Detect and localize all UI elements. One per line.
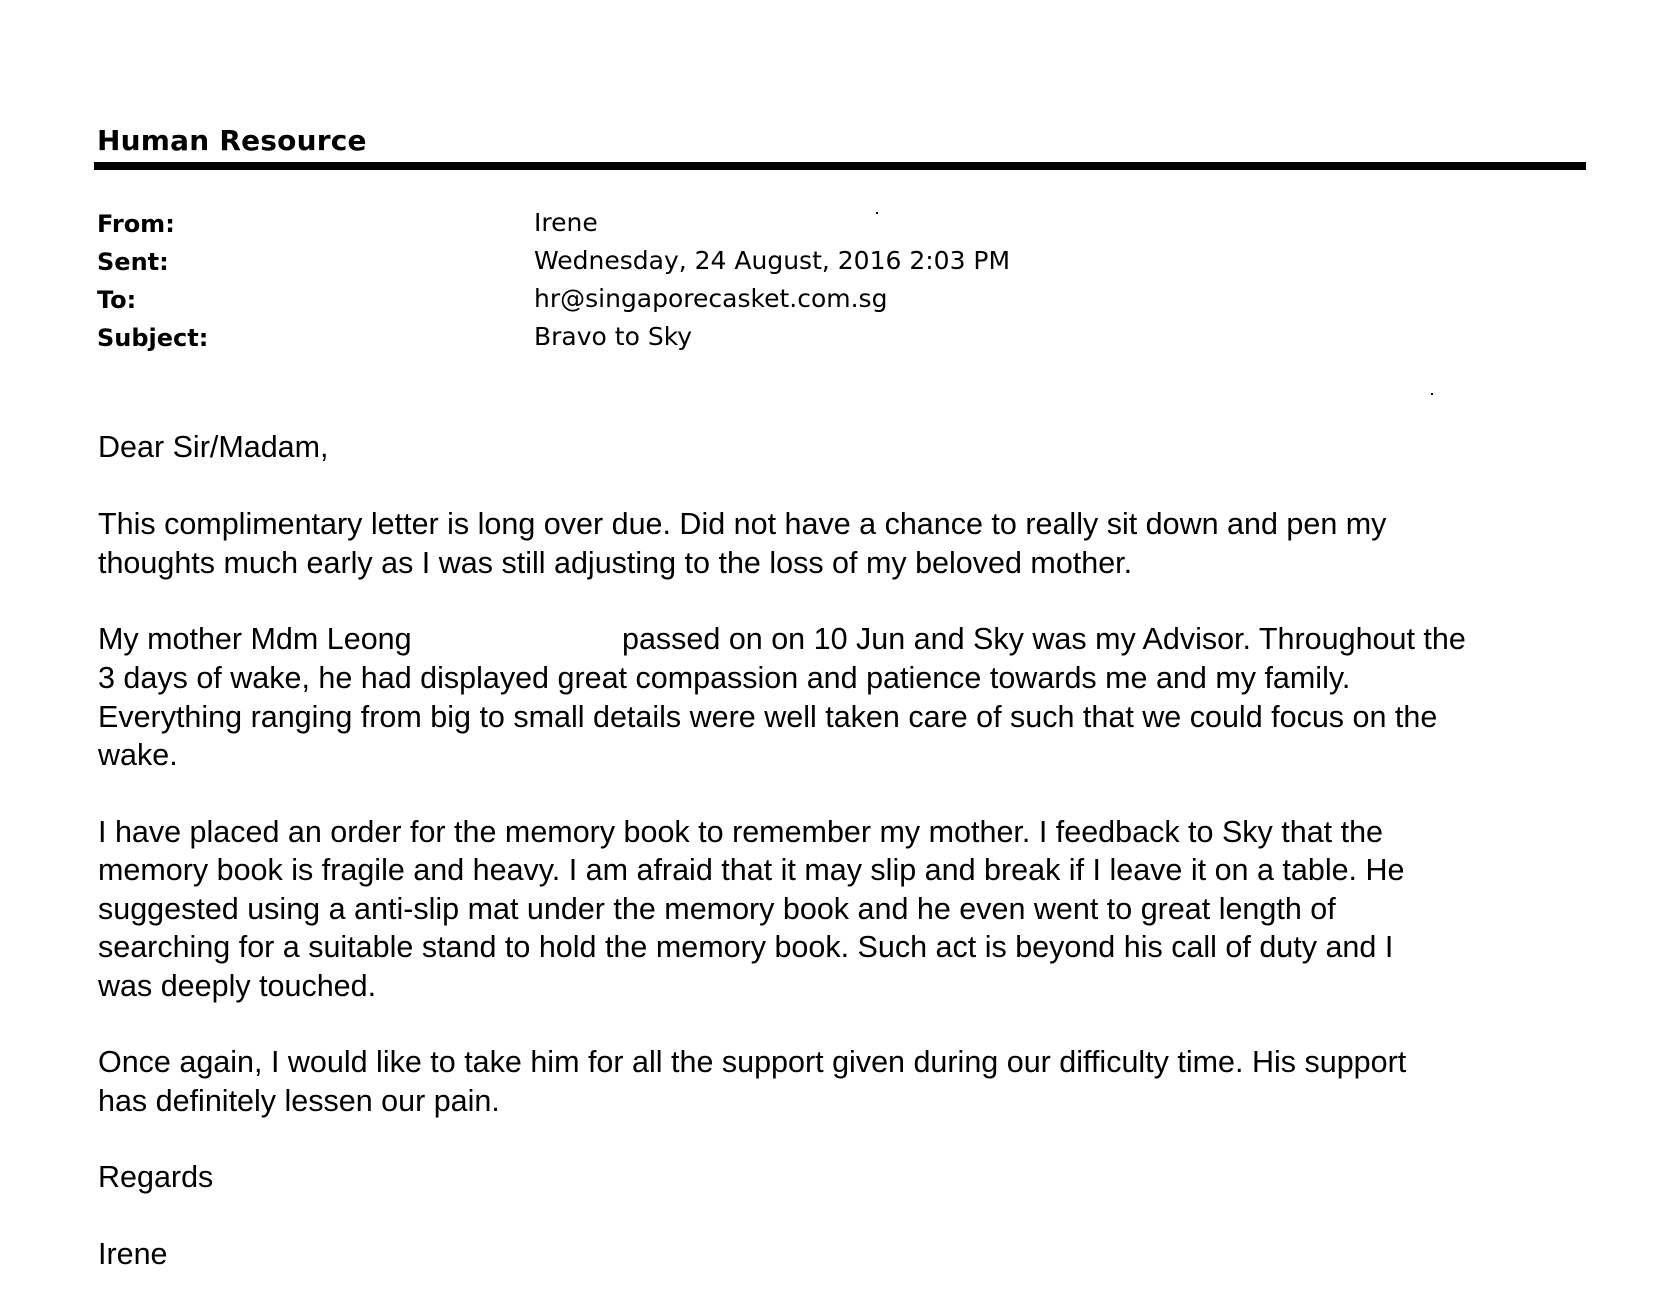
- paragraph-2-line: Everything ranging from big to small details were well taken care of such that we could focus on the: [98, 700, 1438, 734]
- paragraph-2-line: 3 days of wake, he had displayed great compassion and patience towards me and my family.: [98, 661, 1351, 695]
- scan-speck: [876, 212, 878, 214]
- paragraph-3-line: I have placed an order for the memory book to remember my mother. I feedback to Sky that the: [98, 815, 1384, 849]
- from-value: Irene: [534, 208, 598, 237]
- paragraph-3-line: memory book is fragile and heavy. I am afraid that it may slip and break if I leave it on a table. He: [98, 853, 1405, 887]
- to-label: To:: [97, 286, 137, 314]
- sent-value: Wednesday, 24 August, 2016 2:03 PM: [534, 246, 1011, 275]
- closing: Regards: [98, 1160, 214, 1194]
- from-label: From:: [97, 210, 175, 238]
- paragraph-1-line: This complimentary letter is long over due. Did not have a chance to really sit down and pen my: [98, 507, 1387, 541]
- signature: Irene: [98, 1237, 168, 1271]
- paragraph-3-line: suggested using a anti-slip mat under the memory book and he even went to great length of: [98, 892, 1336, 926]
- paragraph-3-line: searching for a suitable stand to hold the memory book. Such act is beyond his call of duty and I: [98, 930, 1394, 964]
- paragraph-1-line: thoughts much early as I was still adjusting to the loss of my beloved mother.: [98, 546, 1133, 580]
- subject-label: Subject:: [97, 324, 209, 352]
- paragraph-2-line: wake.: [98, 738, 178, 772]
- paragraph-2-line-start: My mother Mdm Leong: [98, 622, 412, 656]
- header-divider: [94, 162, 1586, 170]
- paragraph-4-line: has definitely lessen our pain.: [98, 1084, 500, 1118]
- subject-value: Bravo to Sky: [534, 322, 693, 351]
- scan-speck: [1431, 393, 1433, 395]
- paragraph-4-line: Once again, I would like to take him for all the support given during our difficulty time. His support: [98, 1045, 1407, 1079]
- sent-label: Sent:: [97, 248, 169, 276]
- paragraph-3-line: was deeply touched.: [98, 969, 377, 1003]
- mailbox-title: Human Resource: [97, 124, 367, 157]
- to-value: hr@singaporecasket.com.sg: [534, 284, 888, 313]
- paragraph-2-line-end: passed on on 10 Jun and Sky was my Advisor. Throughout the: [622, 622, 1466, 656]
- salutation: Dear Sir/Madam,: [98, 430, 329, 464]
